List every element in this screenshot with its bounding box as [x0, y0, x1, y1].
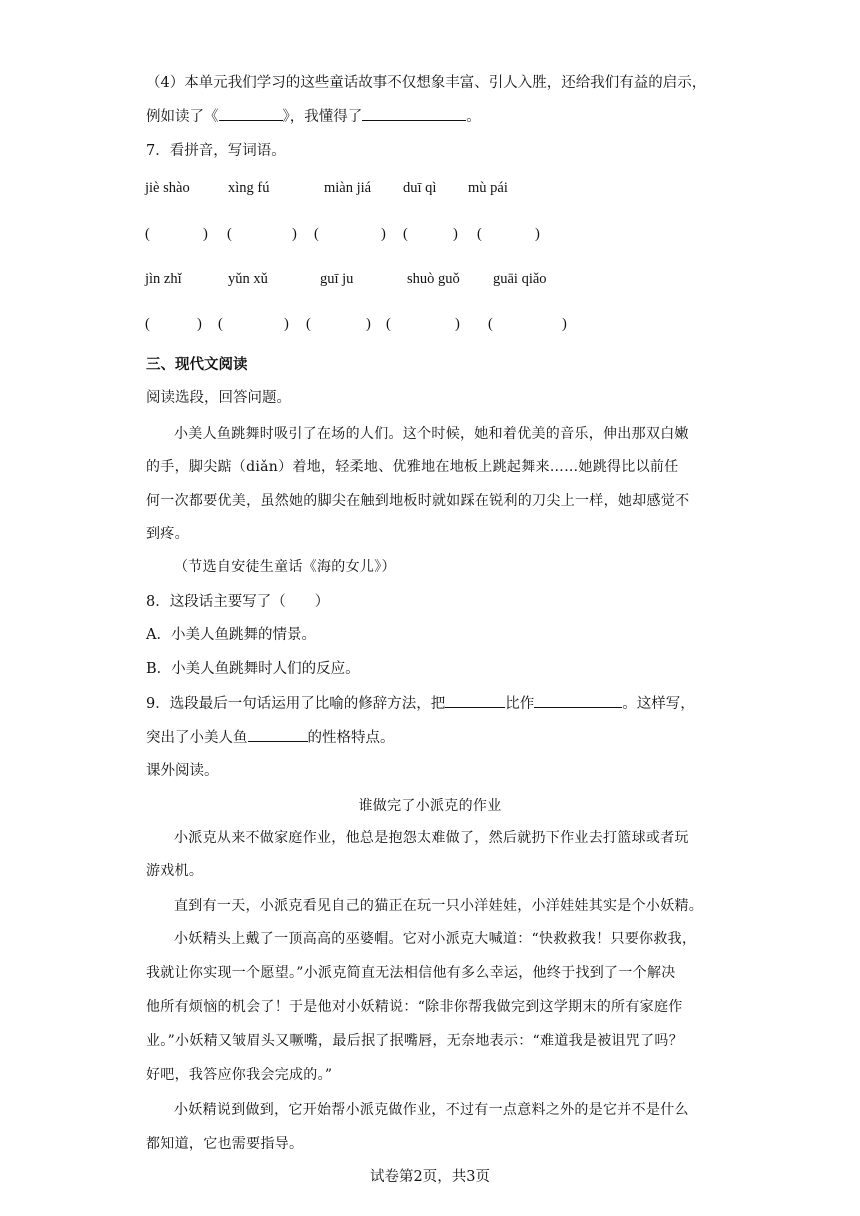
q4-text-c: 。 [466, 109, 481, 125]
page-footer: 试卷第2页，共3页 [370, 1169, 490, 1185]
pinyin-2-5: guāi qiǎo [493, 271, 547, 287]
story-line-8: 好吧，我答应你我会完成的。” [146, 1067, 333, 1083]
instruction: 阅读选段，回答问题。 [146, 390, 291, 406]
pinyin-2-1: jìn zhǐ [145, 271, 182, 287]
paren-close: ) [292, 226, 297, 242]
pinyin-2-4: shuò guǒ [407, 271, 460, 287]
passage-line-1: 小美人鱼跳舞时吸引了在场的人们。这个时候，她和着优美的音乐，伸出那双白嫩 [174, 426, 689, 442]
q8-option-a[interactable]: A．小美人鱼跳舞的情景。 [146, 627, 316, 643]
paren-close: ) [366, 316, 371, 332]
q7-title: 7．看拼音，写词语。 [146, 143, 286, 159]
paren-open: ( [477, 226, 482, 242]
q8-option-b[interactable]: B．小美人鱼跳舞时人们的反应。 [146, 661, 360, 677]
passage-line-3: 何一次都要优美，虽然她的脚尖在触到地板时就如踩在锐利的刀尖上一样，她却感觉不 [146, 493, 690, 509]
story-line-10: 都知道，它也需要指导。 [146, 1136, 304, 1152]
q9-blank-3[interactable] [248, 727, 308, 742]
q4-book-blank[interactable] [219, 106, 283, 121]
q9-blank-2[interactable] [534, 693, 622, 708]
story-line-2: 游戏机。 [146, 863, 204, 879]
paren-open: ( [218, 316, 223, 332]
paren-open: ( [314, 226, 319, 242]
story-line-5: 我就让你实现一个愿望。”小派克简直无法相信他有多么幸运，他终于找到了一个解决 [146, 965, 676, 981]
extra-label: 课外阅读。 [146, 763, 219, 779]
paren-open: ( [306, 316, 311, 332]
pinyin-1-3: miàn jiá [324, 180, 372, 196]
q9-text-b: 比作 [505, 696, 535, 712]
paren-open: ( [403, 226, 408, 242]
q9-text-e: 的性格特点。 [307, 730, 395, 746]
paren-open: ( [386, 316, 391, 332]
pinyin-1-5: mù pái [468, 180, 508, 196]
q4-text-b: 》，我懂得了 [282, 109, 363, 125]
paren-close: ) [381, 226, 386, 242]
section-heading: 三、现代文阅读 [146, 356, 248, 373]
q9-text-a: 9．选段最后一句话运用了比喻的修辞方法，把 [146, 696, 446, 712]
paren-close: ) [197, 316, 202, 332]
paren-close: ) [203, 226, 208, 242]
story-line-1: 小派克从来不做家庭作业，他总是抱怨太难做了，然后就扔下作业去打篮球或者玩 [174, 830, 689, 846]
paren-open: ( [488, 316, 493, 332]
pinyin-1-1: jiè shào [145, 180, 190, 196]
paren-close: ) [562, 316, 567, 332]
story-line-3: 直到有一天，小派克看见自己的猫正在玩一只小洋娃娃，小洋娃娃其实是个小妖精。 [174, 898, 704, 914]
pinyin-2-3: guī ju [320, 271, 354, 287]
q9-text-d: 突出了小美人鱼 [146, 730, 248, 746]
q4-line1: （4）本单元我们学习的这些童话故事不仅想象丰富、引人入胜，还给我们有益的启示， [146, 75, 707, 91]
paren-open: ( [145, 316, 150, 332]
pinyin-2-2: yǔn xǔ [228, 271, 268, 287]
q4-text-a: 例如读了《 [146, 109, 219, 125]
paren-open: ( [145, 226, 150, 242]
q9-text-c: 。这样写， [622, 696, 695, 712]
paren-open: ( [227, 226, 232, 242]
passage-line-4: 到疼。 [146, 526, 189, 542]
q9-blank-1[interactable] [445, 693, 505, 708]
story-line-6: 他所有烦恼的机会了！于是他对小妖精说：“除非你帮我做完到这学期末的所有家庭作 [146, 999, 683, 1015]
story-line-7: 业。”小妖精又皱眉头又噘嘴，最后抿了抿嘴唇，无奈地表示：“难道我是被诅咒了吗？ [146, 1033, 684, 1049]
q4-lesson-blank[interactable] [362, 106, 466, 121]
story-title: 谁做完了小派克的作业 [358, 798, 502, 814]
passage-line-2: 的手，脚尖踮（diǎn）着地，轻柔地、优雅地在地板上跳起舞来……她跳得比以前任 [146, 459, 679, 475]
pinyin-1-4: duī qì [403, 180, 437, 196]
story-line-9: 小妖精说到做到，它开始帮小派克做作业，不过有一点意料之外的是它并不是什么 [174, 1102, 689, 1118]
q8-title: 8．这段话主要写了（ ） [146, 594, 330, 610]
story-line-4: 小妖精头上戴了一顶高高的巫婆帽。它对小派克大喊道：“快救救我！只要你救我， [174, 931, 697, 947]
q4-line2 [146, 106, 481, 127]
q9-line2 [146, 727, 395, 748]
passage-source: （节选自安徒生童话《海的女儿》） [174, 559, 396, 575]
q9-line1 [146, 693, 695, 714]
paren-close: ) [455, 316, 460, 332]
paren-close: ) [284, 316, 289, 332]
paren-close: ) [535, 226, 540, 242]
paren-close: ) [453, 226, 458, 242]
pinyin-1-2: xìng fú [228, 180, 270, 196]
